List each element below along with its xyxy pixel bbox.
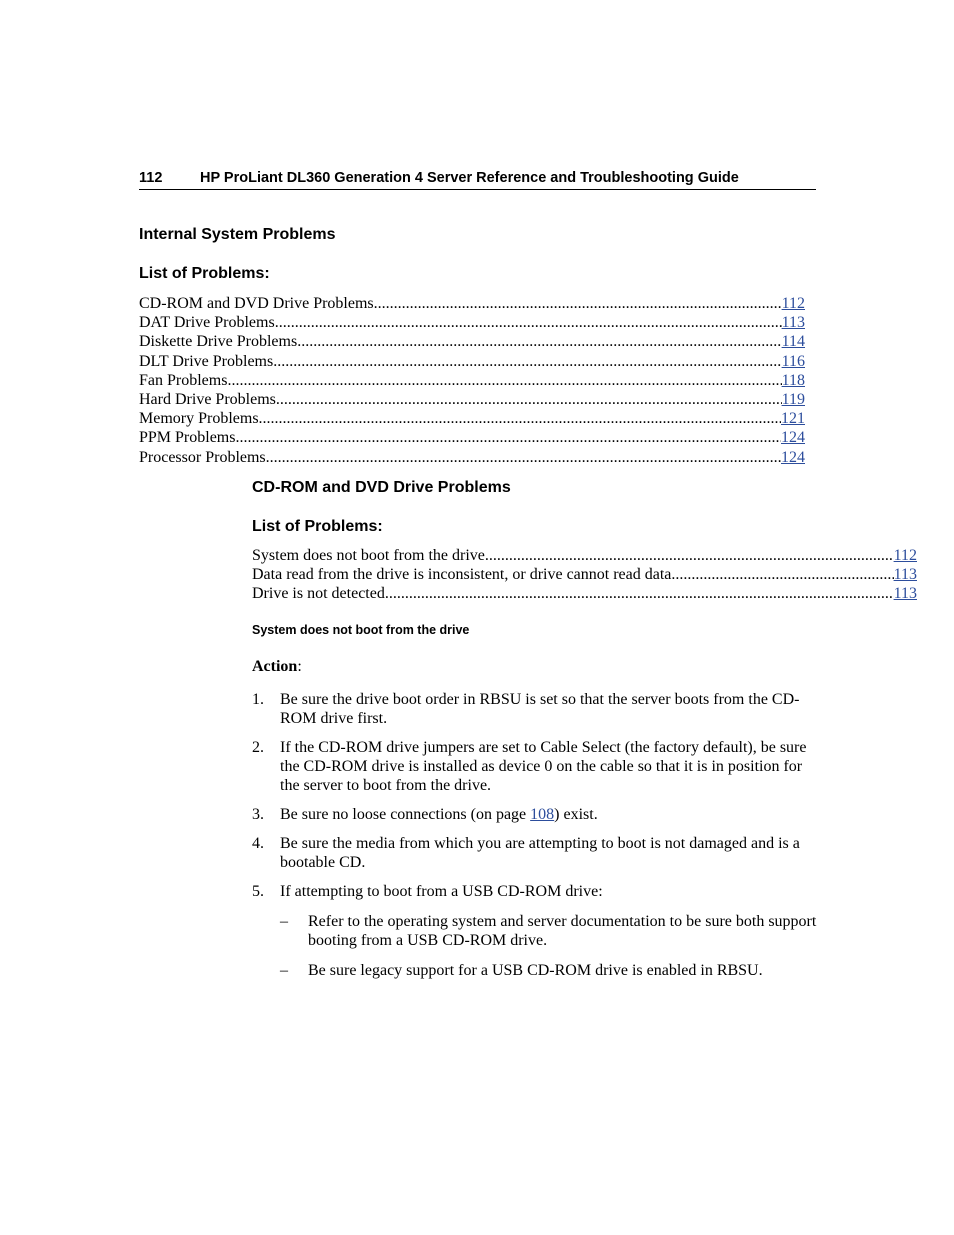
toc-page-link[interactable]: 116 [781, 352, 805, 370]
dash-bullet: – [280, 961, 288, 979]
toc-page-link[interactable]: 113 [893, 585, 917, 603]
toc-row-label: Diskette Drive Problems [139, 333, 298, 351]
toc-leader [374, 294, 782, 313]
toc-leader [275, 313, 782, 332]
toc-leader [276, 390, 782, 409]
step-text: If the CD-ROM drive jumpers are set to Cable Select (the factory default), be sure the CD-ROM drive is installed as device 0 on the cable so that it is in position for the server to boot from the drive. [280, 738, 807, 795]
action-step [252, 834, 818, 872]
toc-row[interactable] [139, 409, 805, 428]
running-header [139, 168, 816, 190]
toc-row[interactable] [139, 390, 805, 409]
subsection-problem-list [252, 546, 917, 604]
action-steps [252, 690, 818, 990]
step-text: Be sure the media from which you are attempting to boot is not damaged and is a bootable CD. [280, 834, 800, 871]
page-reference-link[interactable]: 108 [530, 806, 555, 824]
toc-row-label: System does not boot from the drive [252, 547, 485, 564]
toc-row-label: Drive is not detected [252, 585, 385, 603]
toc-row[interactable] [139, 294, 805, 313]
action-step [252, 738, 818, 796]
section-problem-list [139, 294, 805, 467]
section-list-heading: List of Problems: [139, 265, 270, 282]
toc-leader [235, 428, 781, 447]
step-text-before-link: Be sure no loose connections (on page [280, 806, 531, 824]
substep-item [280, 912, 818, 950]
toc-row[interactable] [252, 546, 917, 565]
step-text: If attempting to boot from a USB CD-ROM drive: [280, 882, 603, 900]
step-text-after-link: ) exist. [554, 806, 598, 824]
toc-row-label: Processor Problems [139, 448, 266, 466]
step-text [280, 805, 818, 824]
toc-page-link[interactable]: 114 [781, 333, 805, 351]
step-number: 5. [252, 882, 264, 900]
header-page-number: 112 [139, 170, 163, 186]
toc-leader [259, 409, 781, 428]
substep-text: Refer to the operating system and server documentation to be sure both support booting from a USB CD-ROM drive. [308, 912, 817, 950]
toc-row[interactable] [139, 352, 805, 371]
toc-row[interactable] [139, 332, 805, 351]
toc-row[interactable] [139, 448, 805, 467]
toc-leader [273, 352, 781, 371]
toc-row-label: Fan Problems [139, 371, 228, 389]
toc-row-label: Hard Drive Problems [139, 390, 276, 408]
toc-page-link[interactable]: 113 [893, 566, 917, 584]
subsection-list-heading: List of Problems: [252, 518, 383, 535]
usb-substeps [252, 912, 818, 980]
action-label [252, 657, 302, 677]
step-number: 3. [252, 806, 264, 824]
step-number: 2. [252, 738, 264, 756]
toc-page-link[interactable]: 113 [781, 314, 805, 332]
action-step [252, 805, 818, 824]
action-label-colon: : [297, 658, 302, 675]
toc-row[interactable] [139, 371, 805, 390]
toc-leader [227, 371, 781, 390]
substep-item [280, 961, 818, 980]
step-number: 1. [252, 691, 264, 708]
step-text: Be sure the drive boot order in RBSU is set so that the server boots from the CD-ROM drive first. [280, 691, 800, 728]
toc-leader [385, 584, 894, 603]
toc-leader [297, 332, 781, 351]
toc-row[interactable] [252, 565, 917, 584]
toc-row-label: DLT Drive Problems [139, 352, 274, 370]
header-title: HP ProLiant DL360 Generation 4 Server Reference and Troubleshooting Guide [200, 170, 739, 186]
toc-page-link[interactable]: 119 [781, 390, 805, 408]
toc-page-link[interactable]: 118 [781, 371, 805, 389]
action-step [252, 882, 818, 901]
action-step [252, 690, 818, 728]
toc-row-label: DAT Drive Problems [139, 314, 275, 332]
subsection-title: CD-ROM and DVD Drive Problems [252, 479, 511, 496]
step-number: 4. [252, 834, 264, 852]
problem-title: System does not boot from the drive [252, 623, 470, 637]
toc-leader [485, 546, 894, 565]
toc-leader [671, 565, 893, 584]
toc-page-link[interactable]: 124 [781, 448, 805, 466]
substep-text: Be sure legacy support for a USB CD-ROM drive is enabled in RBSU. [308, 961, 763, 979]
action-label-text: Action [252, 658, 298, 675]
toc-page-link[interactable]: 124 [781, 429, 805, 447]
dash-bullet: – [280, 912, 288, 930]
toc-row-label: PPM Problems [139, 429, 236, 447]
toc-leader [266, 448, 781, 467]
toc-page-link[interactable]: 112 [781, 295, 805, 312]
toc-row-label: Memory Problems [139, 410, 259, 428]
toc-row[interactable] [139, 313, 805, 332]
toc-row[interactable] [139, 428, 805, 447]
section-title: Internal System Problems [139, 226, 336, 243]
toc-row[interactable] [252, 584, 917, 603]
toc-row-label: Data read from the drive is inconsistent, or drive cannot read data [252, 566, 672, 584]
toc-row-label: CD-ROM and DVD Drive Problems [139, 295, 374, 312]
toc-page-link[interactable]: 121 [781, 410, 805, 428]
toc-page-link[interactable]: 112 [893, 547, 917, 564]
